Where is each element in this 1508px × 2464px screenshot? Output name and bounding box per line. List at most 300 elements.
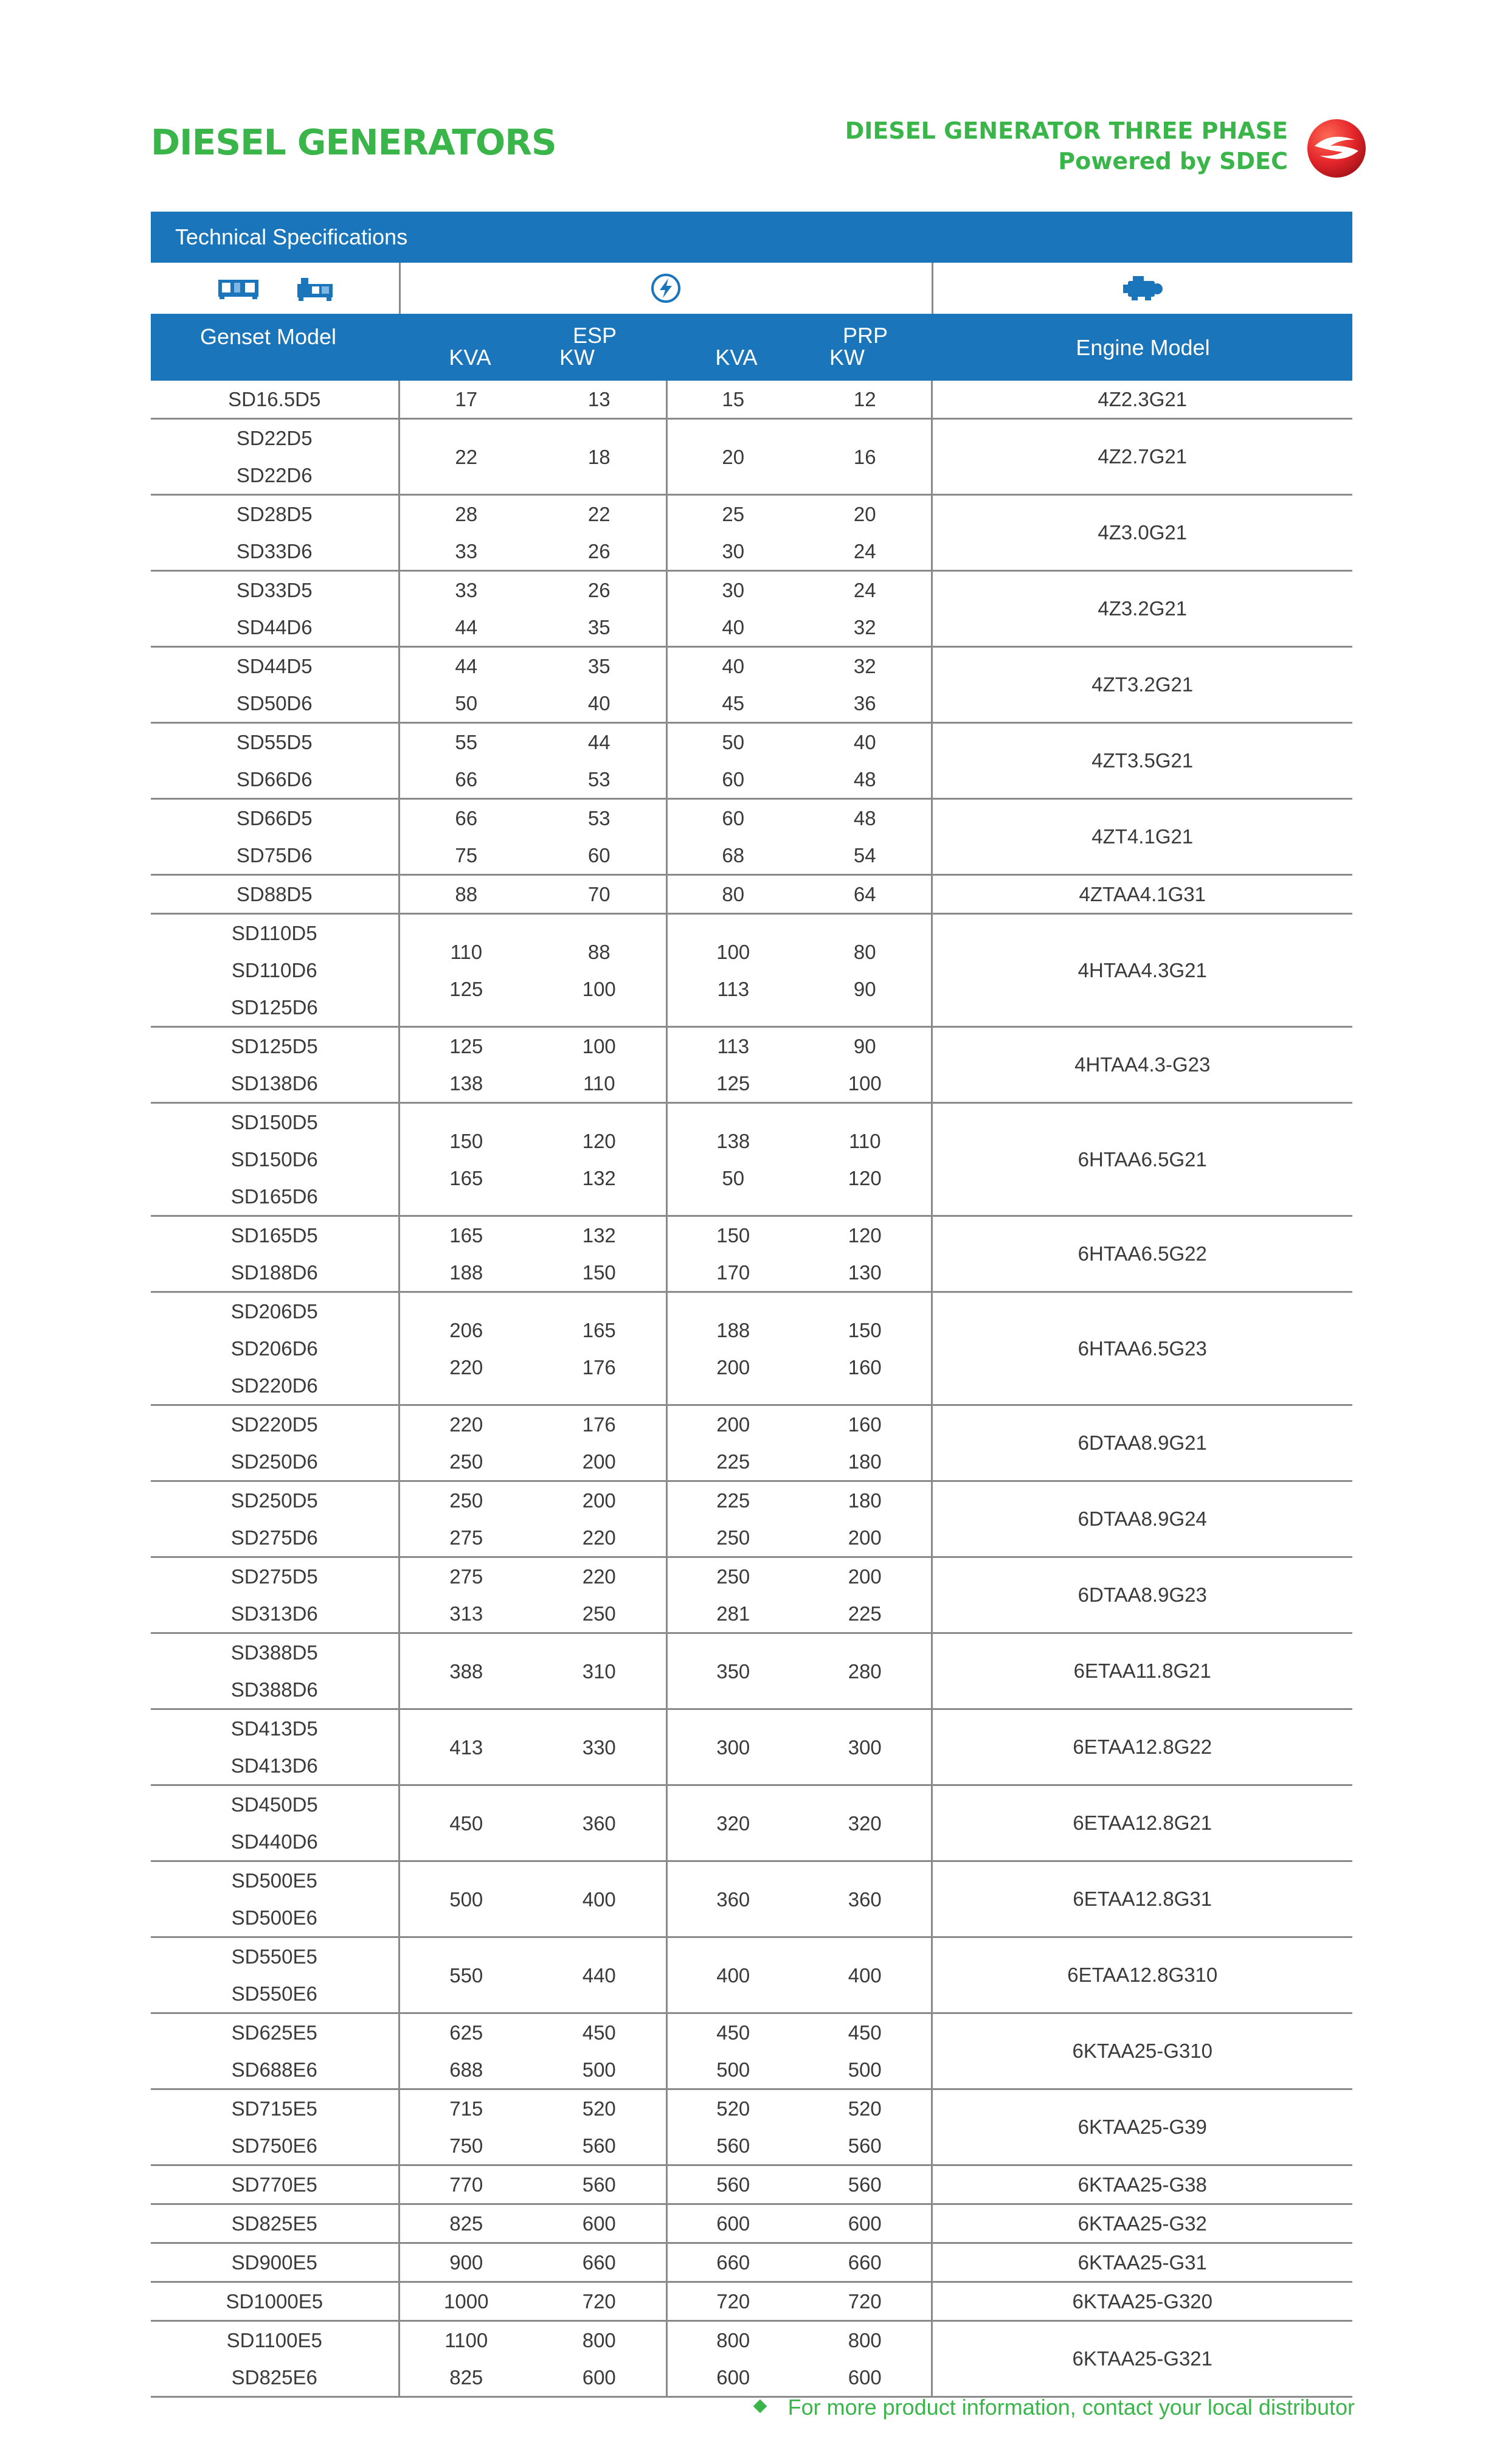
esp-kw-cell: [533, 1216, 666, 1292]
genset-model-cell-value: SD900E5: [231, 2251, 317, 2274]
prp-kw-cell: [799, 1633, 932, 1709]
esp-kw-cell: [533, 914, 666, 1027]
prp-kva-cell-value: 15: [722, 388, 745, 410]
genset-model-cell: [151, 1216, 399, 1292]
prp-kva-cell: [666, 875, 799, 914]
esp-kw-cell-value: 22: [587, 503, 610, 525]
engine-model-cell: 4Z3.0G21: [932, 495, 1352, 571]
prp-kva-cell-value: 560: [716, 2173, 750, 2196]
prp-kw-cell-value: 400: [848, 1964, 882, 1987]
prp-kva-cell: [666, 1785, 799, 1861]
table-row: [151, 1027, 1352, 1103]
engine-model-cell: 6DTAA8.9G24: [932, 1481, 1352, 1557]
esp-kva-cell: [399, 1557, 533, 1633]
genset-model-cell-value: SD275D6: [230, 1526, 318, 1549]
genset-model-cell: [151, 1633, 399, 1709]
prp-kw-cell: [799, 799, 932, 875]
esp-kva-cell-value: 688: [449, 2058, 483, 2081]
esp-kva-cell-value: 138: [449, 1072, 483, 1095]
prp-kva-cell: [666, 381, 799, 419]
prp-kw-cell: [799, 2282, 932, 2321]
prp-kw-cell-value: 20: [853, 503, 876, 525]
subtitle-line-1: DIESEL GENERATOR THREE PHASE: [845, 117, 1288, 144]
engine-model-cell: 6KTAA25-G320: [932, 2282, 1352, 2321]
genset-model-cell-value: SD88D5: [236, 883, 313, 905]
esp-kva-cell-value: 50: [455, 692, 478, 715]
genset-model-cell-value: SD388D5: [230, 1641, 318, 1664]
prp-kw-cell-value: 48: [853, 807, 876, 829]
esp-kva-cell-value: 220: [449, 1355, 483, 1379]
col-esp: ESP: [572, 323, 617, 348]
genset-model-cell: [151, 1292, 399, 1405]
prp-kva-cell: [666, 2321, 799, 2397]
genset-model-cell-value: SD110D6: [231, 959, 317, 981]
genset-model-cell: [151, 875, 399, 914]
genset-model-cell-value: SD388D6: [230, 1678, 318, 1701]
prp-kw-cell-value: 560: [848, 2173, 882, 2196]
prp-kw-cell-value: 110: [848, 1129, 881, 1152]
prp-kva-cell-value: 50: [722, 1166, 745, 1189]
table-row: [151, 2089, 1352, 2165]
genset-model-cell: [151, 647, 399, 723]
esp-kw-cell-value: 560: [582, 2173, 616, 2196]
esp-kva-cell: [399, 571, 533, 647]
spec-table: [151, 381, 1352, 2398]
esp-kva-cell: [399, 2282, 533, 2321]
esp-kva-cell-value: 206: [449, 1318, 483, 1341]
prp-kw-cell-value: 32: [853, 655, 876, 677]
prp-kva-cell-value: 400: [716, 1964, 750, 1987]
esp-kw-cell-value: 100: [582, 1035, 616, 1057]
engine-model-cell: 6KTAA25-G39: [932, 2089, 1352, 2165]
esp-kva-cell: [399, 1633, 533, 1709]
esp-kw-cell-value: 450: [582, 2021, 616, 2044]
col-prp: PRP: [842, 323, 888, 348]
esp-kw-cell-value: 44: [587, 731, 610, 753]
prp-kva-cell: [666, 647, 799, 723]
prp-kva-cell-value: 250: [716, 1565, 750, 1588]
esp-kva-cell-value: 33: [455, 579, 478, 601]
prp-kw-cell-value: 90: [853, 977, 876, 1000]
esp-kw-cell: [533, 1937, 666, 2013]
prp-kva-cell-value: 600: [716, 2212, 750, 2235]
prp-kw-cell-value: 180: [848, 1450, 882, 1473]
esp-kw-cell: [533, 1633, 666, 1709]
esp-kw-cell: [533, 2321, 666, 2397]
esp-kw-cell-value: 600: [582, 2212, 616, 2235]
esp-kw-cell-value: 18: [587, 445, 610, 468]
table-row: [151, 1103, 1352, 1216]
genset-model-cell: [151, 2165, 399, 2204]
prp-kw-cell: [799, 723, 932, 799]
genset-model-cell-value: SD206D6: [230, 1337, 318, 1360]
genset-model-cell-value: SD66D6: [236, 768, 313, 791]
prp-kw-cell-value: 24: [853, 579, 876, 601]
prp-kva-cell-value: 188: [716, 1318, 750, 1341]
genset-model-cell-value: SD110D5: [231, 922, 317, 944]
engine-model-cell: 6KTAA25-G38: [932, 2165, 1352, 2204]
table-row: [151, 1405, 1352, 1481]
esp-kva-cell-value: 110: [450, 940, 483, 963]
table-row: [151, 1861, 1352, 1937]
col-prp-kw: KW: [829, 345, 865, 370]
prp-kva-cell-value: 800: [716, 2329, 750, 2352]
genset-model-cell-value: SD28D5: [236, 503, 313, 525]
esp-kva-cell: [399, 495, 533, 571]
esp-kva-cell-value: 44: [455, 655, 478, 677]
table-row: [151, 2321, 1352, 2397]
engine-icon: [1123, 275, 1163, 302]
prp-kw-cell: [799, 647, 932, 723]
esp-kw-cell: [533, 1557, 666, 1633]
esp-kva-cell-value: 66: [455, 807, 478, 829]
genset-model-cell-value: SD413D5: [230, 1717, 318, 1740]
prp-kva-cell-value: 113: [717, 1035, 750, 1057]
esp-kw-cell-value: 440: [582, 1964, 616, 1987]
esp-kva-cell: [399, 2165, 533, 2204]
esp-kw-cell: [533, 875, 666, 914]
prp-kw-cell: [799, 2165, 932, 2204]
genset-model-cell: [151, 2204, 399, 2243]
prp-kw-cell-value: 660: [848, 2251, 882, 2274]
prp-kva-cell-value: 300: [716, 1736, 750, 1759]
prp-kva-cell: [666, 2243, 799, 2282]
esp-kva-cell: [399, 1861, 533, 1937]
prp-kw-cell-value: 280: [848, 1659, 882, 1683]
genset-model-cell: [151, 914, 399, 1027]
prp-kw-cell-value: 12: [853, 388, 876, 410]
esp-kva-cell: [399, 1292, 533, 1405]
genset-model-cell-value: SD750E6: [231, 2134, 317, 2157]
esp-kva-cell-value: 388: [449, 1659, 483, 1683]
table-header: [151, 314, 1352, 381]
prp-kva-cell-value: 225: [716, 1450, 750, 1473]
esp-kw-cell-value: 165: [582, 1318, 616, 1341]
prp-kva-cell-value: 60: [722, 768, 745, 791]
esp-kw-cell: [533, 1861, 666, 1937]
prp-kva-cell: [666, 571, 799, 647]
genset-model-cell-value: SD165D6: [230, 1185, 318, 1208]
prp-kw-cell: [799, 571, 932, 647]
prp-kva-cell-value: 30: [722, 579, 745, 601]
esp-kw-cell-value: 88: [587, 940, 610, 963]
esp-kw-cell-value: 520: [582, 2097, 616, 2120]
prp-kva-cell: [666, 1405, 799, 1481]
esp-kva-cell-value: 500: [449, 1888, 483, 1911]
esp-kw-cell-value: 220: [582, 1565, 616, 1588]
esp-kva-cell: [399, 1785, 533, 1861]
prp-kw-cell: [799, 875, 932, 914]
prp-kva-cell: [666, 1937, 799, 2013]
prp-kva-cell-value: 281: [716, 1602, 750, 1625]
esp-kva-cell-value: 413: [449, 1736, 483, 1759]
esp-kw-cell-value: 176: [582, 1355, 616, 1379]
esp-kva-cell-value: 33: [455, 540, 478, 562]
esp-kw-cell-value: 110: [583, 1072, 615, 1095]
prp-kw-cell-value: 150: [848, 1318, 882, 1341]
prp-kva-cell-value: 25: [722, 503, 745, 525]
prp-kw-cell: [799, 419, 932, 495]
genset-model-cell: [151, 1785, 399, 1861]
genset-model-cell-value: SD500E5: [231, 1869, 317, 1892]
prp-kw-cell-value: 450: [848, 2021, 882, 2044]
esp-kva-cell-value: 900: [449, 2251, 483, 2274]
genset-model-cell-value: SD275D5: [230, 1565, 318, 1588]
genset-model-cell: [151, 2089, 399, 2165]
engine-model-cell: 4ZT3.2G21: [932, 647, 1352, 723]
esp-kw-cell-value: 150: [582, 1261, 616, 1284]
esp-kva-cell-value: 275: [449, 1565, 483, 1588]
prp-kva-cell: [666, 1709, 799, 1785]
genset-model-cell-value: SD770E5: [231, 2173, 317, 2196]
prp-kva-cell: [666, 2089, 799, 2165]
esp-kw-cell: [533, 571, 666, 647]
esp-kva-cell: [399, 914, 533, 1027]
esp-kva-cell: [399, 1481, 533, 1557]
genset-model-cell: [151, 723, 399, 799]
genset-model-cell: [151, 2013, 399, 2089]
col-engine-model: Engine Model: [1076, 335, 1210, 360]
prp-kva-cell-value: 200: [716, 1355, 750, 1379]
prp-kw-cell-value: 200: [848, 1565, 882, 1588]
page-header: [151, 116, 1367, 189]
engine-model-cell: 6ETAA12.8G22: [932, 1709, 1352, 1785]
genset-model-cell-value: SD55D5: [236, 731, 313, 753]
esp-kw-cell: [533, 419, 666, 495]
esp-kva-cell-value: 625: [449, 2021, 483, 2044]
table-row: [151, 723, 1352, 799]
genset-model-cell-value: SD688E6: [231, 2058, 317, 2081]
esp-kva-cell-value: 66: [455, 768, 478, 791]
prp-kw-cell-value: 130: [848, 1261, 882, 1284]
genset-model-cell-value: SD44D6: [236, 616, 313, 638]
prp-kva-cell: [666, 799, 799, 875]
genset-model-cell-value: SD1000E5: [226, 2290, 323, 2313]
table-row: [151, 1481, 1352, 1557]
prp-kva-cell: [666, 1103, 799, 1216]
esp-kva-cell: [399, 381, 533, 419]
power-icon-cell: [401, 263, 931, 314]
engine-model-cell: 4Z2.7G21: [932, 419, 1352, 495]
table-row: [151, 647, 1352, 723]
table-row: [151, 1292, 1352, 1405]
prp-kw-cell-value: 36: [853, 692, 876, 715]
genset-model-cell-value: SD150D5: [230, 1111, 318, 1133]
prp-kva-cell-value: 20: [722, 445, 745, 468]
esp-kva-cell: [399, 2321, 533, 2397]
table-row: [151, 1937, 1352, 2013]
esp-kw-cell-value: 660: [582, 2251, 616, 2274]
prp-kva-cell-value: 500: [716, 2058, 750, 2081]
engine-model-cell: 6ETAA12.8G310: [932, 1937, 1352, 2013]
esp-kva-cell: [399, 2089, 533, 2165]
prp-kva-cell: [666, 914, 799, 1027]
engine-model-cell: 4Z3.2G21: [932, 571, 1352, 647]
esp-kw-cell-value: 60: [587, 844, 610, 867]
prp-kva-cell: [666, 1557, 799, 1633]
genset-model-cell-value: SD66D5: [236, 807, 313, 829]
esp-kw-cell-value: 330: [582, 1736, 616, 1759]
prp-kva-cell-value: 50: [722, 731, 745, 753]
genset-model-cell-value: SD500E6: [231, 1906, 317, 1929]
engine-model-cell: 6KTAA25-G31: [932, 2243, 1352, 2282]
esp-kva-cell: [399, 1216, 533, 1292]
genset-model-cell: [151, 571, 399, 647]
genset-model-cell-value: SD250D6: [230, 1450, 318, 1473]
esp-kw-cell: [533, 2013, 666, 2089]
prp-kva-cell-value: 125: [716, 1072, 750, 1095]
esp-kva-cell-value: 125: [449, 977, 483, 1000]
esp-kw-cell-value: 35: [587, 655, 610, 677]
prp-kw-cell: [799, 1709, 932, 1785]
esp-kw-cell-value: 40: [587, 692, 610, 715]
prp-kva-cell: [666, 1216, 799, 1292]
esp-kw-cell-value: 310: [582, 1659, 616, 1683]
prp-kw-cell-value: 48: [853, 768, 876, 791]
esp-kva-cell-value: 1100: [444, 2329, 488, 2352]
prp-kva-cell: [666, 1861, 799, 1937]
sdec-logo-icon: [1306, 118, 1367, 179]
genset-model-cell-value: SD625E5: [231, 2021, 317, 2044]
esp-kva-cell-value: 450: [449, 1812, 483, 1835]
esp-kva-cell-value: 165: [449, 1224, 483, 1247]
prp-kw-cell-value: 300: [848, 1736, 882, 1759]
technical-specifications-bar: Technical Specifications: [151, 212, 1352, 263]
genset-model-cell-value: SD188D6: [230, 1261, 318, 1284]
prp-kva-cell-value: 30: [722, 540, 745, 562]
engine-model-cell: 6ETAA11.8G21: [932, 1633, 1352, 1709]
prp-kva-cell-value: 360: [716, 1888, 750, 1911]
prp-kw-cell: [799, 1557, 932, 1633]
prp-kw-cell: [799, 1405, 932, 1481]
prp-kw-cell-value: 360: [848, 1888, 882, 1911]
table-row: [151, 2013, 1352, 2089]
prp-kva-cell-value: 520: [716, 2097, 750, 2120]
esp-kw-cell: [533, 1027, 666, 1103]
esp-kw-cell: [533, 495, 666, 571]
esp-kw-cell: [533, 1405, 666, 1481]
prp-kva-cell-value: 450: [716, 2021, 750, 2044]
col-genset-model: Genset Model: [199, 324, 337, 349]
prp-kw-cell-value: 120: [848, 1166, 882, 1189]
esp-kva-cell: [399, 2243, 533, 2282]
esp-kva-cell-value: 250: [449, 1450, 483, 1473]
prp-kw-cell-value: 32: [853, 616, 876, 638]
genset-model-cell-value: SD413D6: [230, 1754, 318, 1777]
table-row: [151, 1216, 1352, 1292]
genset-model-cell-value: SD313D6: [230, 1602, 318, 1625]
genset-model-cell-value: SD220D5: [230, 1413, 318, 1436]
esp-kva-cell: [399, 1103, 533, 1216]
generator-icon: [217, 277, 260, 299]
prp-kw-cell-value: 40: [853, 731, 876, 753]
engine-icon-cell: [933, 263, 1352, 314]
prp-kva-cell: [666, 2204, 799, 2243]
genset-model-cell: [151, 1861, 399, 1937]
esp-kw-cell: [533, 1709, 666, 1785]
genset-model-cell-value: SD125D5: [230, 1035, 318, 1057]
esp-kva-cell-value: 188: [449, 1261, 483, 1284]
prp-kw-cell-value: 500: [848, 2058, 882, 2081]
genset-model-cell: [151, 1937, 399, 2013]
prp-kw-cell: [799, 1027, 932, 1103]
esp-kva-cell-value: 88: [455, 883, 478, 905]
esp-kva-cell-value: 550: [449, 1964, 483, 1987]
table-row: [151, 799, 1352, 875]
prp-kw-cell-value: 90: [853, 1035, 876, 1057]
esp-kva-cell: [399, 2204, 533, 2243]
prp-kw-cell-value: 200: [848, 1526, 882, 1549]
esp-kw-cell-value: 600: [582, 2366, 616, 2389]
subtitle-block: [845, 116, 1288, 176]
prp-kva-cell: [666, 723, 799, 799]
table-row: [151, 419, 1352, 495]
genset-model-cell: [151, 2321, 399, 2397]
prp-kva-cell-value: 170: [716, 1261, 750, 1284]
engine-model-cell: 6KTAA25-G310: [932, 2013, 1352, 2089]
esp-kw-cell-value: 100: [582, 977, 616, 1000]
prp-kva-cell-value: 40: [722, 616, 745, 638]
prp-kva-cell-value: 68: [722, 844, 745, 867]
genset-model-cell-value: SD22D6: [236, 464, 313, 486]
esp-kw-cell-value: 26: [587, 540, 610, 562]
esp-kw-cell: [533, 2165, 666, 2204]
prp-kw-cell: [799, 1937, 932, 2013]
prp-kw-cell: [799, 1785, 932, 1861]
engine-model-cell: 6DTAA8.9G21: [932, 1405, 1352, 1481]
diamond-bullet-icon: [753, 2400, 767, 2414]
engine-model-cell: 6KTAA25-G321: [932, 2321, 1352, 2397]
prp-kw-cell-value: 160: [848, 1355, 882, 1379]
esp-kw-cell: [533, 1481, 666, 1557]
esp-kva-cell: [399, 1937, 533, 2013]
engine-model-cell: 4ZTAA4.1G31: [932, 875, 1352, 914]
footer-note: [755, 2395, 1355, 2420]
esp-kva-cell-value: 17: [455, 388, 478, 410]
esp-kva-cell-value: 165: [449, 1166, 483, 1189]
engine-model-cell: 6ETAA12.8G31: [932, 1861, 1352, 1937]
engine-model-cell: 6KTAA25-G32: [932, 2204, 1352, 2243]
subtitle-line-2: Powered by SDEC: [1058, 148, 1288, 175]
esp-kw-cell: [533, 1785, 666, 1861]
prp-kw-cell-value: 24: [853, 540, 876, 562]
prp-kw-cell-value: 800: [848, 2329, 882, 2352]
esp-kw-cell-value: 132: [582, 1166, 616, 1189]
prp-kw-cell: [799, 2243, 932, 2282]
lightning-bolt-icon: [650, 272, 682, 304]
engine-model-cell: 6HTAA6.5G22: [932, 1216, 1352, 1292]
esp-kw-cell-value: 220: [582, 1526, 616, 1549]
esp-kva-cell-value: 150: [449, 1129, 483, 1152]
genset-model-cell-value: SD550E5: [231, 1945, 317, 1968]
esp-kw-cell: [533, 2204, 666, 2243]
esp-kw-cell: [533, 723, 666, 799]
esp-kva-cell: [399, 419, 533, 495]
esp-kva-cell-value: 770: [449, 2173, 483, 2196]
genset-model-cell: [151, 1481, 399, 1557]
prp-kva-cell: [666, 2282, 799, 2321]
esp-kw-cell-value: 13: [587, 388, 610, 410]
esp-kw-cell-value: 120: [582, 1129, 616, 1152]
prp-kva-cell: [666, 2165, 799, 2204]
esp-kva-cell-value: 825: [449, 2366, 483, 2389]
esp-kva-cell-value: 220: [449, 1413, 483, 1436]
genset-model-cell-value: SD206D5: [230, 1300, 318, 1323]
prp-kw-cell: [799, 1861, 932, 1937]
genset-model-cell-value: SD33D6: [236, 540, 313, 562]
esp-kva-cell-value: 250: [449, 1489, 483, 1512]
icon-row: [151, 263, 1352, 314]
